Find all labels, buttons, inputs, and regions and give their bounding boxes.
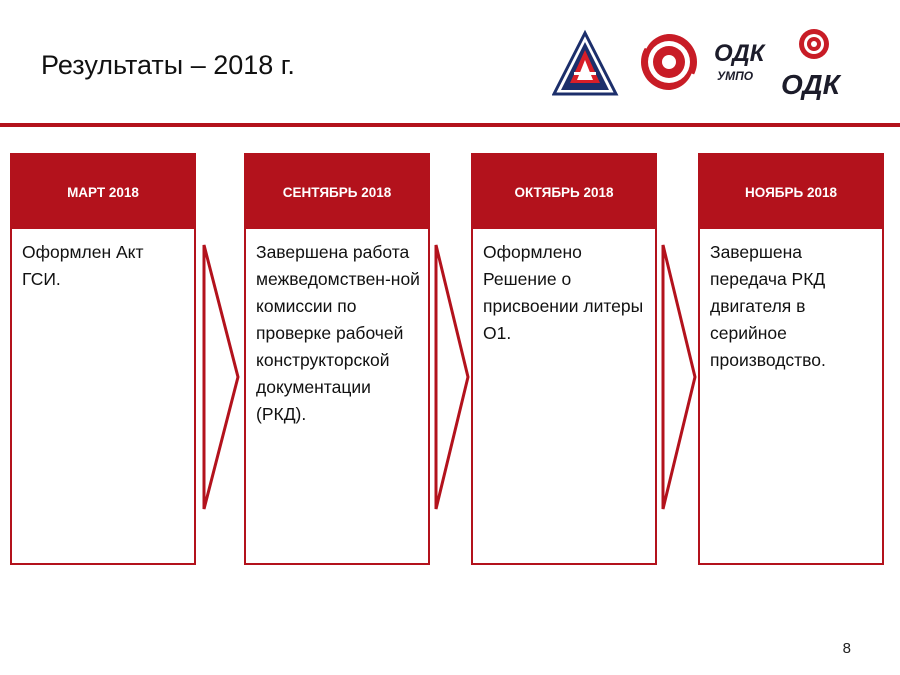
chevron-arrow-icon [200, 243, 240, 511]
odk-text: ОДК [781, 69, 840, 100]
umpo-swirl-logo [641, 32, 697, 91]
card-text: Завершена работа межведомствен-ной комиссии по проверке рабочей конструкторской документации (РКД). [256, 242, 420, 424]
timeline-card-march [10, 153, 196, 565]
card-month: СЕНТЯБРЬ 2018 [246, 155, 428, 229]
card-month: НОЯБРЬ 2018 [700, 155, 882, 229]
card-month: МАРТ 2018 [12, 155, 194, 229]
chevron-arrow-icon [659, 243, 699, 511]
card-month: ОКТЯБРЬ 2018 [473, 155, 655, 229]
umpo-text-bottom: УМПО [717, 69, 754, 83]
slide-title: Результаты – 2018 г. [41, 50, 295, 80]
card-text: Оформлено Решение о присвоении литеры О1. [483, 242, 644, 343]
timeline-card-october [471, 153, 657, 565]
company-logos [552, 28, 862, 100]
card-text: Завершена передача РКД двигателя в серийное производство. [710, 242, 826, 370]
timeline-card-september [244, 153, 430, 565]
triangle-logo [554, 33, 616, 94]
card-text: Оформлен Акт ГСИ. [22, 242, 144, 289]
page-number: 8 [842, 640, 851, 657]
header-divider [0, 123, 900, 127]
timeline-card-november [698, 153, 884, 565]
chevron-arrow-icon [432, 243, 472, 511]
odk-swirl-logo [799, 29, 829, 59]
umpo-text-top: ОДК [714, 40, 765, 67]
